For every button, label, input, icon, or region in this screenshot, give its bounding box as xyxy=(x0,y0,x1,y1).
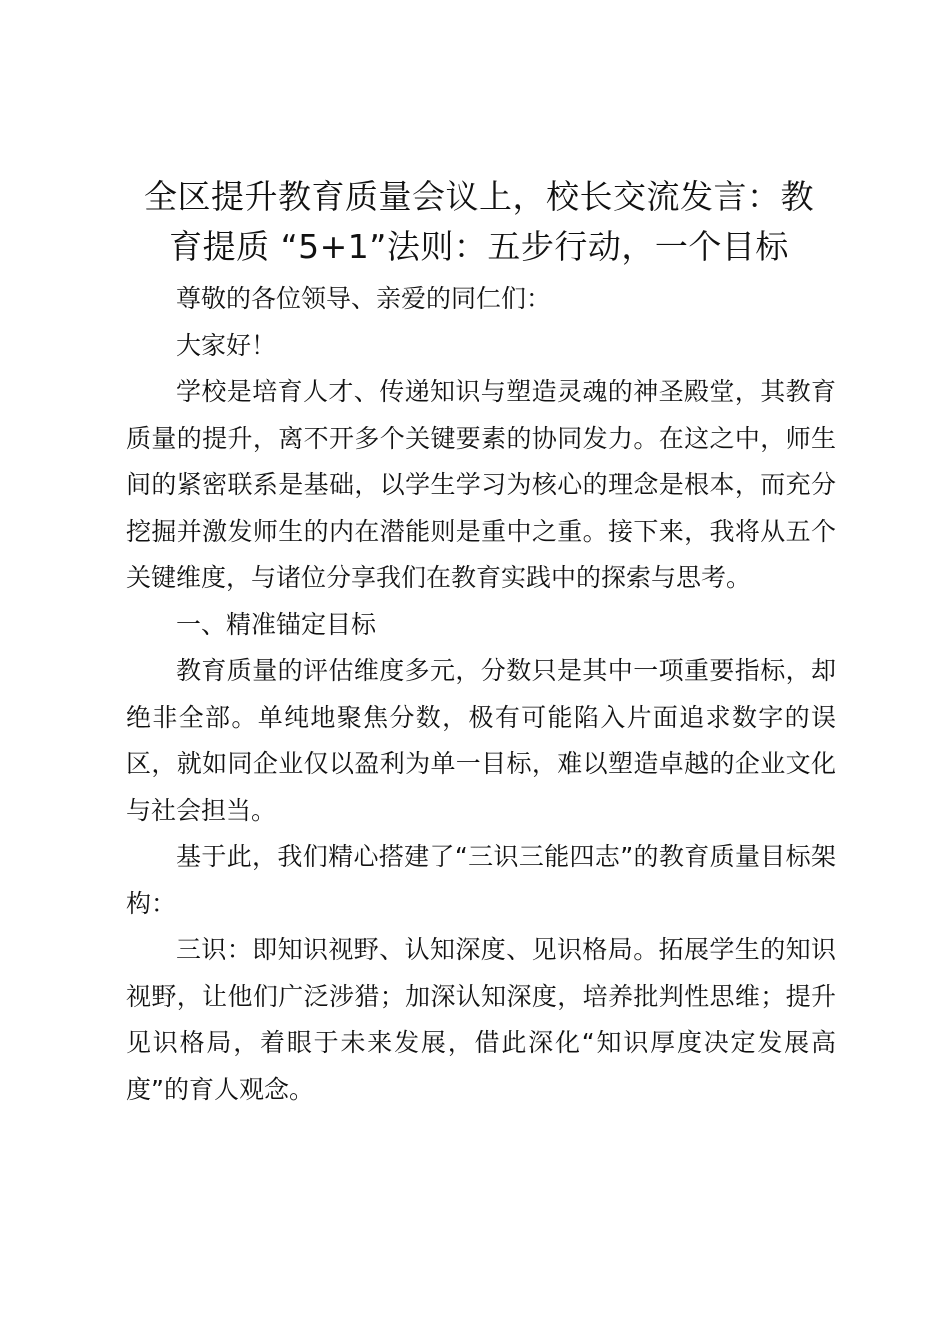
title-line-1: 全区提升教育质量会议上，校长交流发言：教 xyxy=(144,177,814,216)
document-body xyxy=(126,276,836,1113)
body-paragraph: 三识：即知识视野、认知深度、见识格局。拓展学生的知识视野，让他们广泛涉猎；加深认知深度，培养批判性思维；提升见识格局，着眼于未来发展，借此深化“知识厚度决定发展高度”的育人观念。 xyxy=(126,935,836,1104)
greeting: 大家好！ xyxy=(176,330,277,360)
body-paragraph: 教育质量的评估维度多元，分数只是其中一项重要指标，却绝非全部。单纯地聚焦分数，极有可能陷入片面追求数字的误区，就如同企业仅以盈利为单一目标，难以塑造卓越的企业文化与社会担当。 xyxy=(126,656,836,825)
intro-paragraph: 学校是培育人才、传递知识与塑造灵魂的神圣殿堂，其教育质量的提升，离不开多个关键要素的协同发力。在这之中，师生间的紧密联系是基础，以学生学习为核心的理念是根本，而充分挖掘并激发师生的内在潜能则是重中之重。接下来，我将从五个关键维度，与诸位分享我们在教育实践中的探索与思考。 xyxy=(126,377,836,592)
salutation: 尊敬的各位领导、亲爱的同仁们： xyxy=(176,284,552,313)
document-title xyxy=(120,172,838,272)
body-paragraph: 基于此，我们精心搭建了“三识三能四志”的教育质量目标架构： xyxy=(126,842,836,918)
title-line-2: 育提质 “5+1”法则：五步行动，一个目标 xyxy=(169,227,789,266)
section-heading: 一、精准锚定目标 xyxy=(176,609,377,639)
